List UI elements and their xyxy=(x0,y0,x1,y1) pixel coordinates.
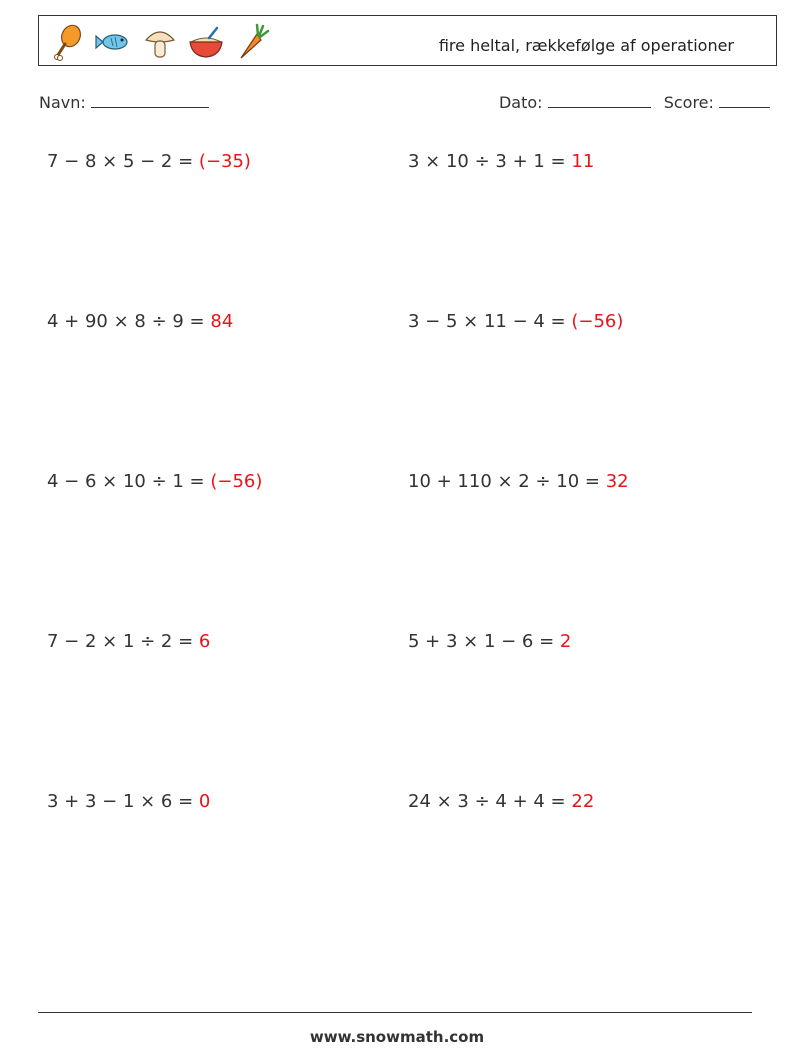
problem-answer: 32 xyxy=(605,471,629,492)
header-icons xyxy=(49,22,271,62)
date-label: Dato: xyxy=(498,93,543,112)
header-box xyxy=(38,15,777,66)
problem-1 xyxy=(47,151,251,172)
problem-answer: (−35) xyxy=(198,151,251,172)
mushroom-icon xyxy=(141,22,179,62)
problem-expression: 3 + 3 − 1 × 6 = xyxy=(47,791,199,812)
carrot-icon xyxy=(233,22,271,62)
problem-answer: 2 xyxy=(559,631,572,652)
problem-10 xyxy=(408,791,594,812)
problem-expression: 3 − 5 × 11 − 4 = xyxy=(408,311,572,332)
problem-answer: 84 xyxy=(210,311,234,332)
name-field xyxy=(39,93,209,112)
date-score-fields xyxy=(499,93,770,112)
problem-expression: 5 + 3 × 1 − 6 = xyxy=(408,631,560,652)
footer-divider xyxy=(38,1012,752,1013)
problem-7 xyxy=(47,631,210,652)
problem-answer: 22 xyxy=(571,791,595,812)
problem-3 xyxy=(47,311,233,332)
problem-2 xyxy=(408,151,594,172)
problem-answer: 6 xyxy=(198,631,211,652)
footer-url[interactable]: www.snowmath.com xyxy=(309,1028,485,1046)
problem-8 xyxy=(408,631,571,652)
name-label: Navn: xyxy=(39,93,86,112)
problem-expression: 7 − 2 × 1 ÷ 2 = xyxy=(47,631,199,652)
chicken-leg-icon xyxy=(49,22,87,62)
problem-6 xyxy=(408,471,629,492)
problem-expression: 4 − 6 × 10 ÷ 1 = xyxy=(47,471,211,492)
problem-expression: 7 − 8 × 5 − 2 = xyxy=(47,151,199,172)
problem-answer: (−56) xyxy=(571,311,624,332)
worksheet-title: fire heltal, rækkefølge af operationer xyxy=(438,36,734,55)
score-label: Score: xyxy=(663,93,714,112)
problem-expression: 3 × 10 ÷ 3 + 1 = xyxy=(408,151,572,172)
problem-answer: 11 xyxy=(571,151,595,172)
problem-expression: 4 + 90 × 8 ÷ 9 = xyxy=(47,311,211,332)
food-bowl-icon xyxy=(187,22,225,62)
problem-5 xyxy=(47,471,262,492)
problem-9 xyxy=(47,791,210,812)
fish-icon xyxy=(95,22,133,62)
problem-expression: 24 × 3 ÷ 4 + 4 = xyxy=(408,791,572,812)
problem-answer: 0 xyxy=(198,791,211,812)
problem-answer: (−56) xyxy=(210,471,263,492)
problem-expression: 10 + 110 × 2 ÷ 10 = xyxy=(408,471,606,492)
name-blank[interactable] xyxy=(91,93,209,108)
score-blank[interactable] xyxy=(719,93,770,108)
problem-4 xyxy=(408,311,623,332)
date-blank[interactable] xyxy=(548,93,651,108)
